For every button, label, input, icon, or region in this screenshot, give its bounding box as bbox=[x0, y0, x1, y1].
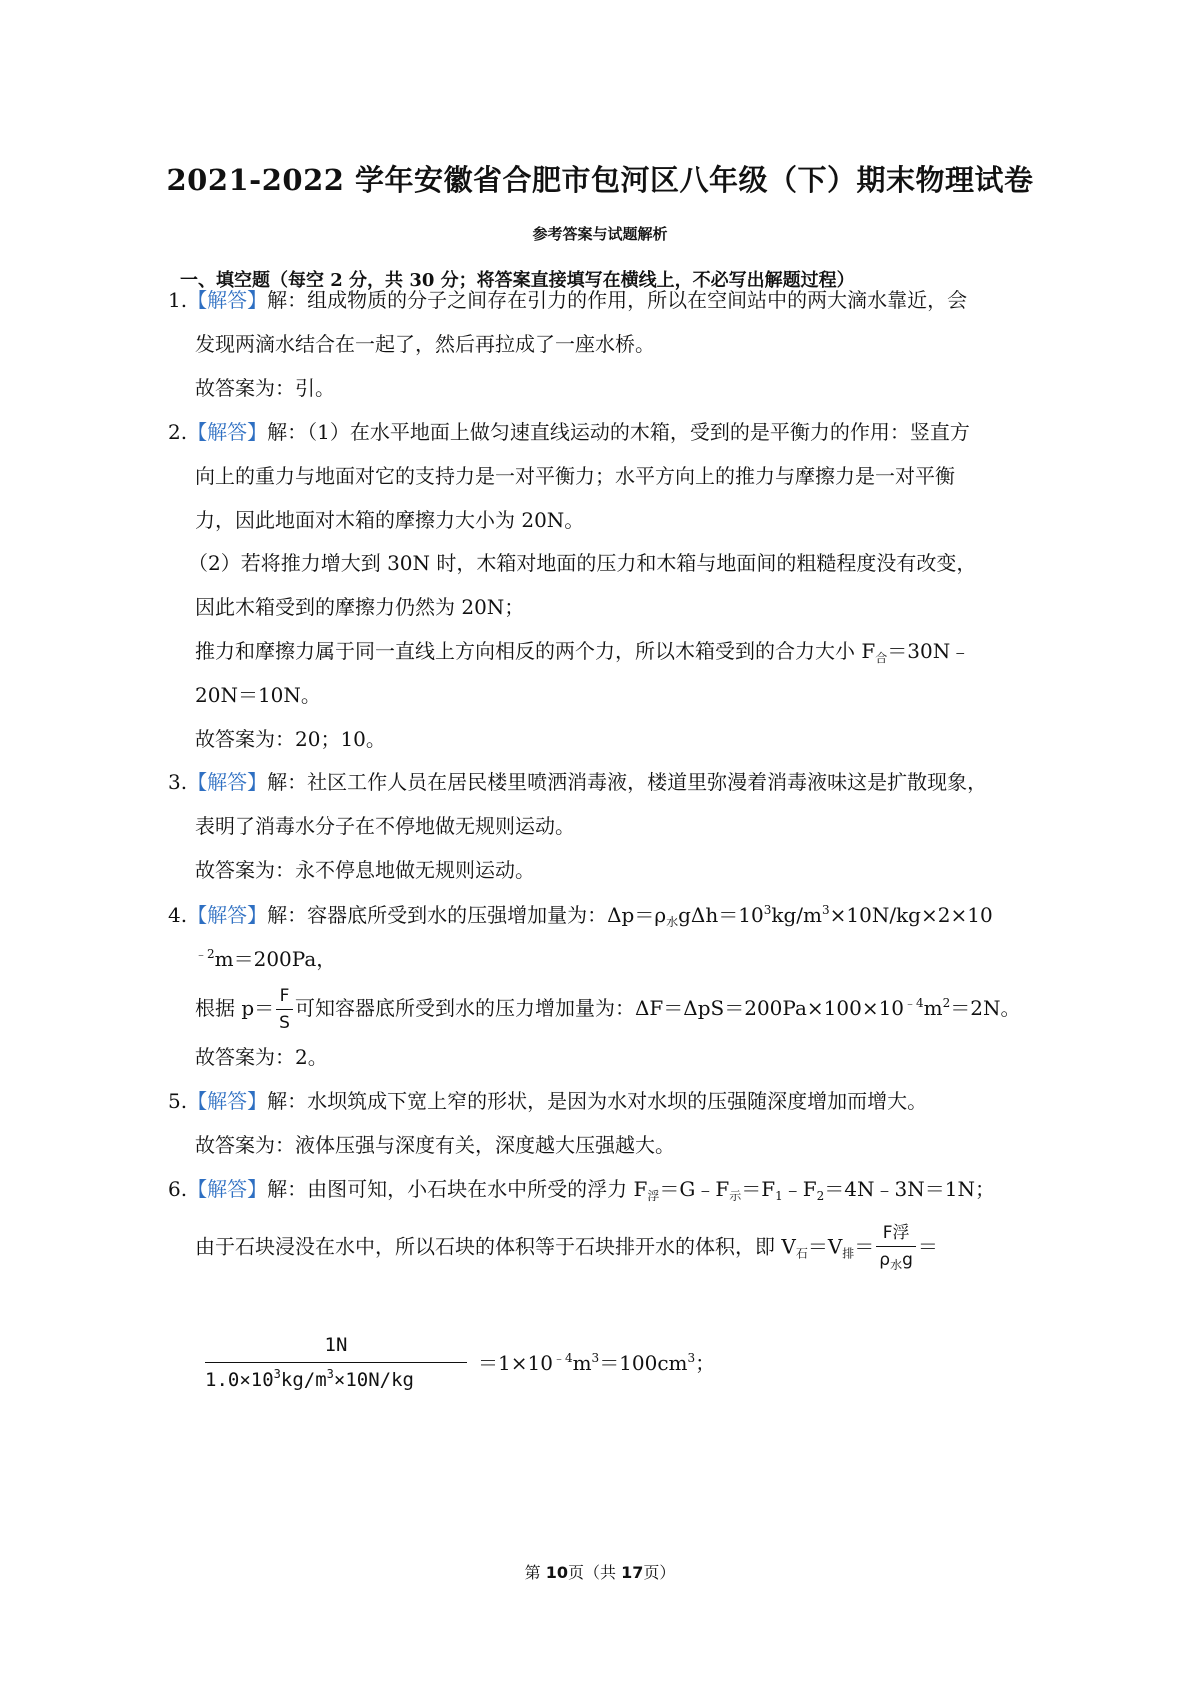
fraction-denominator bbox=[205, 1363, 467, 1391]
q2-line-6 bbox=[195, 641, 970, 664]
fraction-numerator: F浮 bbox=[876, 1222, 916, 1247]
fraction-f-over-s bbox=[276, 985, 293, 1034]
answer-text: ＝1×10 bbox=[478, 1351, 553, 1375]
page-footer bbox=[0, 1560, 1200, 1583]
fraction-denominator-text: 1.0×10 bbox=[205, 1369, 274, 1391]
q4-line-3 bbox=[195, 985, 1021, 1034]
subscript: 合 bbox=[875, 651, 888, 665]
q6-line-2 bbox=[195, 1222, 938, 1274]
fraction-denominator-text: ρ bbox=[879, 1250, 891, 1271]
answer-text: m＝200Pa， bbox=[214, 947, 337, 971]
question-number: 4. bbox=[168, 903, 188, 927]
question-number: 3. bbox=[168, 770, 188, 794]
answer-text: ＝ bbox=[917, 1234, 938, 1259]
fraction-denominator-text: g bbox=[902, 1250, 913, 1271]
answer-tag: 【解答】 bbox=[187, 1089, 268, 1113]
q4-line-1 bbox=[168, 904, 993, 928]
total-pages: 17 bbox=[621, 1563, 644, 1582]
superscript: ﹣2 bbox=[195, 947, 215, 961]
subscript: 排 bbox=[842, 1246, 855, 1261]
superscript: 3 bbox=[326, 1367, 334, 1381]
fraction-denominator: S bbox=[279, 1013, 290, 1034]
q3-line-2: 表明了消毒水分子在不停地做无规则运动。 bbox=[195, 814, 575, 838]
subscript: 浮 bbox=[647, 1189, 660, 1203]
subscript: 1 bbox=[775, 1189, 783, 1203]
answer-text: 可知容器底所受到水的压力增加量为：ΔF＝ΔpS＝200Pa×100×10 bbox=[294, 996, 905, 1021]
q1-final-answer: 故答案为：引。 bbox=[195, 376, 335, 400]
q2-line-4: （2）若将推力增大到 30N 时，木箱对地面的压力和木箱与地面间的粗糙程度没有改变， bbox=[188, 551, 977, 575]
subscript: 水 bbox=[890, 1258, 903, 1273]
q3-final-answer: 故答案为：永不停息地做无规则运动。 bbox=[195, 858, 535, 882]
q1-line-1 bbox=[168, 290, 967, 310]
answer-text: 解：由图可知，小石块在水中所受的浮力 F bbox=[267, 1177, 648, 1201]
q2-line-2: 向上的重力与地面对它的支持力是一对平衡力；水平方向上的推力与摩擦力是一对平衡 bbox=[195, 464, 955, 488]
superscript: ﹣4 bbox=[904, 996, 924, 1011]
q2-line-7: 20N＝10N。 bbox=[195, 683, 321, 707]
question-number: 1. bbox=[168, 288, 188, 312]
q2-line-5: 因此木箱受到的摩擦力仍然为 20N； bbox=[195, 595, 525, 619]
q2-line-1 bbox=[168, 422, 970, 442]
superscript: 2 bbox=[942, 996, 951, 1011]
answer-text: ＝G﹣F bbox=[659, 1177, 730, 1201]
answer-tag: 【解答】 bbox=[187, 288, 268, 312]
footer-text: 页（共 bbox=[567, 1563, 622, 1582]
superscript: 3 bbox=[591, 1351, 600, 1365]
answer-text: 由于石块浸没在水中，所以石块的体积等于石块排开水的体积，即 V bbox=[195, 1234, 796, 1259]
answer-tag: 【解答】 bbox=[187, 903, 268, 927]
superscript: 3 bbox=[687, 1351, 696, 1365]
answer-text: ＝V bbox=[807, 1234, 843, 1259]
fraction-numerator: F bbox=[276, 985, 293, 1010]
question-number: 6. bbox=[168, 1177, 188, 1201]
answer-text: ＝F bbox=[741, 1177, 776, 1201]
answer-tag: 【解答】 bbox=[187, 770, 268, 794]
answer-text: 推力和摩擦力属于同一直线上方向相反的两个力，所以木箱受到的合力大小 F bbox=[195, 639, 876, 663]
footer-text: 第 bbox=[524, 1563, 546, 1582]
answer-tag: 【解答】 bbox=[187, 420, 268, 444]
superscript: 3 bbox=[821, 903, 830, 917]
answer-text: 解：社区工作人员在居民楼里喷洒消毒液，楼道里弥漫着消毒液味这是扩散现象， bbox=[267, 770, 988, 794]
q2-line-3: 力，因此地面对木箱的摩擦力大小为 20N。 bbox=[195, 508, 585, 532]
answer-text: ； bbox=[695, 1351, 716, 1375]
answer-text: ＝2N。 bbox=[950, 996, 1021, 1021]
answer-tag: 【解答】 bbox=[187, 1177, 268, 1201]
fraction-buoyancy-over-rho-g bbox=[876, 1222, 916, 1274]
page-title: 2021-2022 学年安徽省合肥市包河区八年级（下）期末物理试卷 bbox=[166, 163, 1034, 197]
q4-line-2 bbox=[195, 948, 336, 969]
fraction-denominator-text: ×10N/kg bbox=[333, 1369, 414, 1391]
answer-text: m bbox=[572, 1351, 592, 1375]
superscript: 3 bbox=[273, 1367, 281, 1381]
subscript: 2 bbox=[816, 1189, 825, 1203]
answer-text: ﹣F bbox=[782, 1177, 817, 1201]
page-number: 10 bbox=[545, 1563, 568, 1582]
subscript: 石 bbox=[795, 1246, 808, 1261]
q2-final-answer: 故答案为：20；10。 bbox=[195, 727, 386, 751]
q5-final-answer: 故答案为：液体压强与深度有关，深度越大压强越大。 bbox=[195, 1133, 675, 1157]
page-subtitle: 参考答案与试题解析 bbox=[532, 225, 668, 243]
answer-text: ＝ bbox=[854, 1234, 875, 1259]
answer-text: 解：组成物质的分子之间存在引力的作用，所以在空间站中的两大滴水靠近，会 bbox=[267, 288, 968, 312]
answer-text: 解：容器底所受到水的压强增加量为：Δp＝ρ bbox=[267, 903, 667, 927]
subscript: 水 bbox=[666, 915, 679, 929]
answer-text: ＝100cm bbox=[599, 1351, 688, 1375]
answer-text: 根据 p＝ bbox=[195, 996, 275, 1021]
footer-text: 页） bbox=[643, 1563, 676, 1582]
fraction-volume-calculation bbox=[205, 1334, 467, 1391]
fraction-denominator bbox=[876, 1247, 916, 1274]
q6-line-3 bbox=[478, 1352, 715, 1373]
answer-text: kg/m bbox=[771, 903, 822, 927]
q3-line-1 bbox=[168, 772, 987, 792]
answer-text: gΔh＝10 bbox=[678, 903, 764, 927]
answer-text: ×10N/kg×2×10 bbox=[829, 903, 993, 927]
superscript: ﹣4 bbox=[552, 1351, 573, 1365]
subscript: 示 bbox=[729, 1189, 742, 1203]
answer-text: 解：（1）在水平地面上做匀速直线运动的木箱，受到的是平衡力的作用：竖直方 bbox=[267, 420, 970, 444]
question-number: 5. bbox=[168, 1089, 188, 1113]
fraction-denominator-text: kg/m bbox=[280, 1369, 327, 1391]
answer-text: ＝4N﹣3N＝1N； bbox=[824, 1177, 995, 1201]
q5-line-1 bbox=[168, 1091, 927, 1111]
answer-text: m bbox=[923, 996, 943, 1021]
q6-line-1 bbox=[168, 1179, 995, 1202]
superscript: 3 bbox=[763, 903, 772, 917]
answer-text: 解：水坝筑成下宽上窄的形状，是因为水对水坝的压强随深度增加而增大。 bbox=[267, 1089, 928, 1113]
section-heading: 一、填空题（每空 2 分，共 30 分；将答案直接填写在横线上，不必写出解题过程） bbox=[180, 270, 855, 291]
q4-final-answer: 故答案为：2。 bbox=[195, 1045, 328, 1069]
answer-text: ＝30N﹣ bbox=[887, 639, 971, 663]
fraction-numerator: 1N bbox=[205, 1334, 467, 1363]
question-number: 2. bbox=[168, 420, 188, 444]
q1-line-2: 发现两滴水结合在一起了，然后再拉成了一座水桥。 bbox=[195, 332, 655, 356]
